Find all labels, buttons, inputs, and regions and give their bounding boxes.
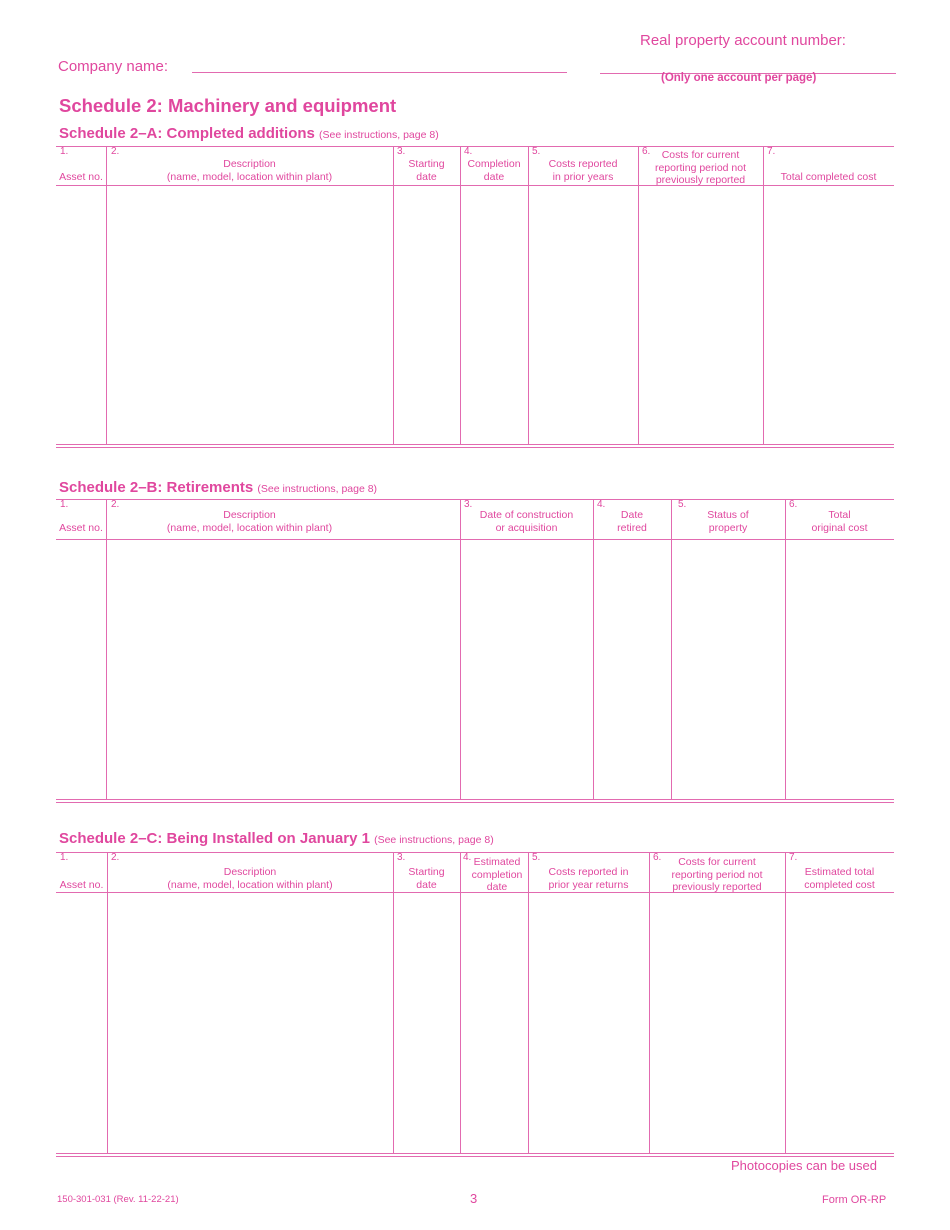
column-header-date-construction: Date of construction or acquisition [479,509,574,534]
page-number: 3 [470,1191,478,1206]
column-number: 5. [532,852,541,863]
schedule-a-title [59,125,439,142]
form-id: 150-301-031 (Rev. 11-22-21) [57,1194,179,1205]
column-header-total-completed-cost: Total completed cost [780,171,877,183]
column-number: 6. [653,852,662,863]
schedule-c-title-text: Schedule 2–C: Being Installed on January 1 [59,830,370,847]
column-header-description: Description (name, model, location within plant) [166,509,333,534]
schedule-b-title-text: Schedule 2–B: Retirements [59,479,254,496]
column-number: 4. [597,499,606,510]
column-header-costs-prior-returns: Costs reported in prior year returns [548,866,629,891]
column-header-starting-date: Starting date [408,158,445,183]
column-number: 7. [767,146,776,157]
schedule-a-title-text: Schedule 2–A: Completed additions [59,125,315,142]
column-header-description: Description (name, model, location within plant) [166,158,333,183]
column-number: 1. [60,852,69,863]
column-number: 7. [789,852,798,863]
column-number: 2. [111,852,120,863]
company-name-label: Company name: [58,58,169,75]
column-header-costs-current: Costs for current reporting period not previously reported [654,149,747,186]
column-header-total-original-cost: Total original cost [811,509,868,534]
schedule-b-title [59,479,377,496]
form-name: Form OR-RP [822,1194,887,1206]
column-header-estimated-total-cost: Estimated total completed cost [804,866,875,891]
column-number: 5. [678,499,687,510]
page-title: Schedule 2: Machinery and equipment [59,95,397,116]
column-header-status: Status of property [707,509,749,534]
column-header-completion-date: Completion date [467,158,521,183]
schedule-b-note: (See instructions, page 8) [257,483,378,495]
column-header-estimated-completion-date: Estimated completion date [471,856,523,893]
column-number: 2. [111,499,120,510]
photocopies-note: Photocopies can be used [731,1158,877,1173]
column-number: 3. [397,852,406,863]
column-header-asset-no: Asset no. [59,171,103,183]
company-name-field[interactable] [192,72,567,73]
column-header-date-retired: Date retired [617,509,647,534]
column-header-starting-date: Starting date [408,866,445,891]
column-number: 5. [532,146,541,157]
column-number: 4. [464,146,473,157]
column-header-costs-current: Costs for current reporting period not previously reported [671,856,763,893]
column-number: 3. [464,499,473,510]
column-number: 2. [111,146,120,157]
column-header-asset-no: Asset no. [59,879,104,891]
column-number: 6. [642,146,651,157]
column-number: 4. [463,852,472,863]
schedule-c-title [59,830,494,847]
schedule-c-note: (See instructions, page 8) [374,834,494,846]
column-header-costs-prior: Costs reported in prior years [548,158,618,183]
column-number: 1. [60,146,69,157]
account-note: (Only one account per page) [661,72,817,84]
column-header-description: Description (name, model, location within plant) [167,866,333,891]
column-header-asset-no: Asset no. [59,522,103,534]
column-number: 3. [397,146,406,157]
account-number-label: Real property account number: [640,32,846,49]
column-number: 1. [60,499,69,510]
column-number: 6. [789,499,798,510]
schedule-a-note: (See instructions, page 8) [319,129,439,141]
